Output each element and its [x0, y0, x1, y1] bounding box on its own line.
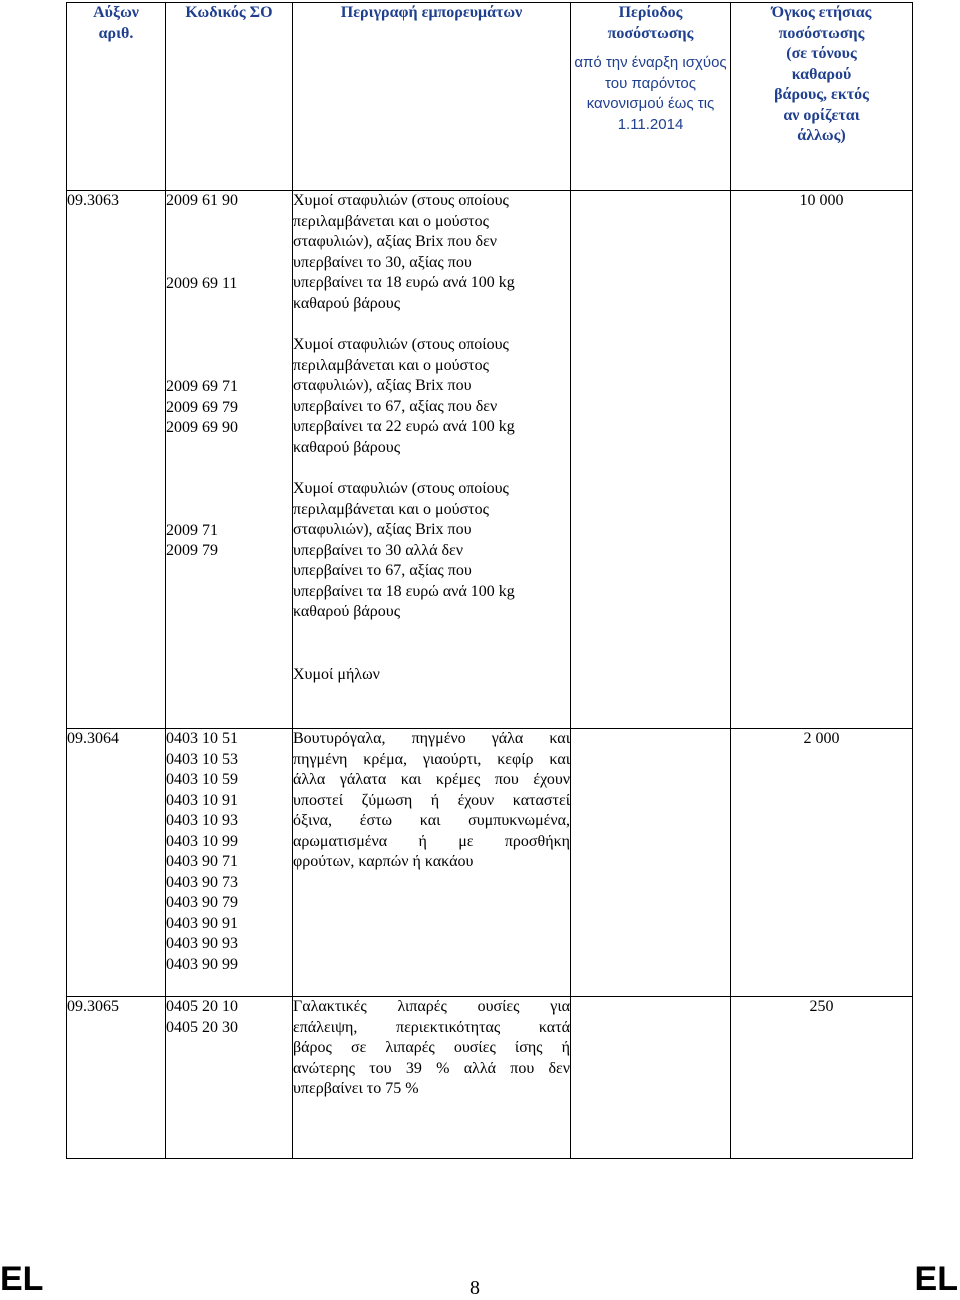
cn-code: 0403 90 93 — [166, 935, 238, 952]
footer-language-right: EL — [914, 1260, 958, 1298]
cn-codes-cell — [166, 191, 293, 729]
description-line: καθαρού βάρους — [293, 294, 401, 312]
cn-code: 0405 20 30 — [166, 1018, 238, 1036]
description-paragraph — [293, 335, 570, 458]
description-line: υπερβαίνει το 30 αλλά δεν — [293, 541, 463, 559]
order-number-cell — [67, 191, 166, 729]
description-line: υπερβαίνει το 67, αξίας που δεν — [293, 397, 498, 415]
cn-code: 0403 90 73 — [166, 873, 238, 891]
cn-code: 0403 90 71 — [166, 853, 238, 870]
cn-code: 0403 90 99 — [166, 955, 238, 973]
description-line: υποστεί ζύμωση ή έχουν καταστεί — [293, 791, 570, 809]
header-order-number — [67, 3, 166, 191]
header-text: 1.11.2014 — [617, 115, 684, 133]
volume-cell — [731, 997, 913, 1159]
description-line: υπερβαίνει το 30, αξίας που — [293, 253, 472, 271]
quota-period-cell — [571, 729, 731, 997]
cn-codes-cell — [166, 997, 293, 1159]
header-text: ποσόστωσης — [607, 24, 694, 42]
description-line: Βουτυρόγαλα, πηγμένο γάλα και — [293, 730, 570, 747]
description-line: περιλαμβάνεται και ο μούστος — [293, 500, 489, 518]
description-cell — [293, 191, 571, 729]
volume-cell — [731, 191, 913, 729]
cn-code: 0403 90 79 — [166, 894, 238, 911]
description-line: περιλαμβάνεται και ο μούστος — [293, 212, 489, 230]
cn-code: 2009 69 79 — [166, 398, 238, 416]
header-text: Όγκος ετήσιας — [771, 4, 872, 21]
volume-value: 2 000 — [803, 730, 840, 747]
header-text: άλλως) — [797, 127, 846, 144]
description-line: σταφυλιών), αξίας Brix που — [293, 377, 472, 394]
quota-period-cell — [571, 191, 731, 729]
header-row — [67, 3, 913, 191]
order-number-cell — [67, 729, 166, 997]
cn-code: 2009 69 90 — [166, 419, 238, 436]
header-text: από την έναρξη ισχύος — [574, 54, 727, 71]
description-line: ανώτερης του 39 % αλλά που δεν — [293, 1059, 570, 1077]
header-text: καθαρού — [791, 65, 852, 83]
description-line: υπερβαίνει τα 22 ευρώ ανά 100 kg — [293, 418, 515, 435]
header-text: (σε τόνους — [786, 45, 857, 62]
header-text: αριθ. — [98, 24, 134, 42]
volume-value: 250 — [809, 998, 834, 1015]
cn-code: 0403 10 99 — [166, 832, 238, 850]
description-line: Χυμοί σταφυλιών (στους οποίους — [293, 192, 509, 209]
description-line: υπερβαίνει τα 18 ευρώ ανά 100 kg — [293, 274, 515, 291]
description-line: φρούτων, καρπών ή κακάου — [293, 853, 474, 870]
order-number: 09.3064 — [67, 730, 119, 747]
header-period-detail — [571, 53, 730, 135]
header-annual-volume — [731, 3, 913, 191]
cn-code: 0405 20 10 — [166, 998, 238, 1015]
description-line: πηγμένη κρέμα, γιαούρτι, κεφίρ και — [293, 750, 570, 768]
description-line: υπερβαίνει το 67, αξίας που — [293, 562, 472, 579]
header-text: Αύξων — [93, 4, 139, 21]
description-line: σταφυλιών), αξίας Brix που — [293, 521, 472, 538]
header-description — [293, 3, 571, 191]
header-text: του παρόντος — [605, 74, 696, 92]
cn-code: 0403 90 91 — [166, 914, 238, 932]
order-number: 09.3063 — [67, 192, 119, 209]
description-line: Χυμοί μήλων — [293, 665, 380, 683]
header-quota-period — [571, 3, 731, 191]
header-text: Περιγραφή εμπορευμάτων — [340, 4, 523, 21]
cn-code: 2009 69 11 — [166, 274, 238, 292]
cn-code: 0403 10 91 — [166, 791, 238, 809]
cn-codes-cell — [166, 729, 293, 997]
header-text: κανονισμού έως τις — [586, 95, 715, 112]
page-number: 8 — [470, 1277, 480, 1299]
description-line: επάλειψη, περιεκτικότητας κατά — [293, 1018, 570, 1036]
description-line: υπερβαίνει το 75 % — [293, 1080, 419, 1097]
description-cell — [293, 997, 571, 1159]
order-number-cell — [67, 997, 166, 1159]
cn-code: 0403 10 53 — [166, 750, 238, 768]
cn-code: 2009 71 — [166, 521, 218, 539]
header-text: αν ορίζεται — [783, 106, 860, 124]
header-cn-code — [166, 3, 293, 191]
header-text: Περίοδος — [618, 4, 683, 21]
cn-code: 2009 69 71 — [166, 378, 238, 395]
description-line: υπερβαίνει τα 18 ευρώ ανά 100 kg — [293, 582, 515, 600]
description-line: περιλαμβάνεται και ο μούστος — [293, 356, 489, 374]
quota-table — [66, 2, 913, 1159]
description-line: καθαρού βάρους — [293, 438, 401, 456]
header-text: ποσόστωσης — [778, 24, 865, 42]
footer-language-left: EL — [0, 1260, 44, 1298]
volume-value: 10 000 — [799, 192, 844, 209]
order-number: 09.3065 — [67, 998, 119, 1015]
description-line: Χυμοί σταφυλιών (στους οποίους — [293, 480, 509, 497]
cn-code: 2009 61 90 — [166, 192, 238, 209]
description-line: Γαλακτικές λιπαρές ουσίες για — [293, 998, 570, 1015]
description-line: όξινα, έστω και συμπυκνωμένα, — [293, 812, 570, 829]
description-line: Χυμοί σταφυλιών (στους οποίους — [293, 336, 509, 353]
cn-code: 0403 10 51 — [166, 730, 238, 747]
table-row — [67, 729, 913, 997]
cn-code: 2009 79 — [166, 542, 218, 559]
cn-code: 0403 10 93 — [166, 812, 238, 829]
description-line: αρωματισμένα ή με προσθήκη — [293, 832, 570, 850]
header-text: βάρους, εκτός — [774, 86, 869, 103]
description-cell — [293, 729, 571, 997]
description-paragraph — [293, 191, 570, 314]
table-row — [67, 997, 913, 1159]
quota-period-cell — [571, 997, 731, 1159]
description-line: καθαρού βάρους — [293, 603, 401, 620]
volume-cell — [731, 729, 913, 997]
description-line: άλλα γάλατα και κρέμες που έχουν — [293, 771, 570, 788]
description-paragraph — [293, 665, 570, 686]
cn-code: 0403 10 59 — [166, 771, 238, 788]
table-row — [67, 191, 913, 729]
header-text: Κωδικός ΣΟ — [185, 4, 273, 21]
description-line: σταφυλιών), αξίας Brix που δεν — [293, 233, 498, 250]
description-paragraph — [293, 479, 570, 623]
description-line: βάρος σε λιπαρές ουσίες ίσης ή — [293, 1039, 570, 1056]
